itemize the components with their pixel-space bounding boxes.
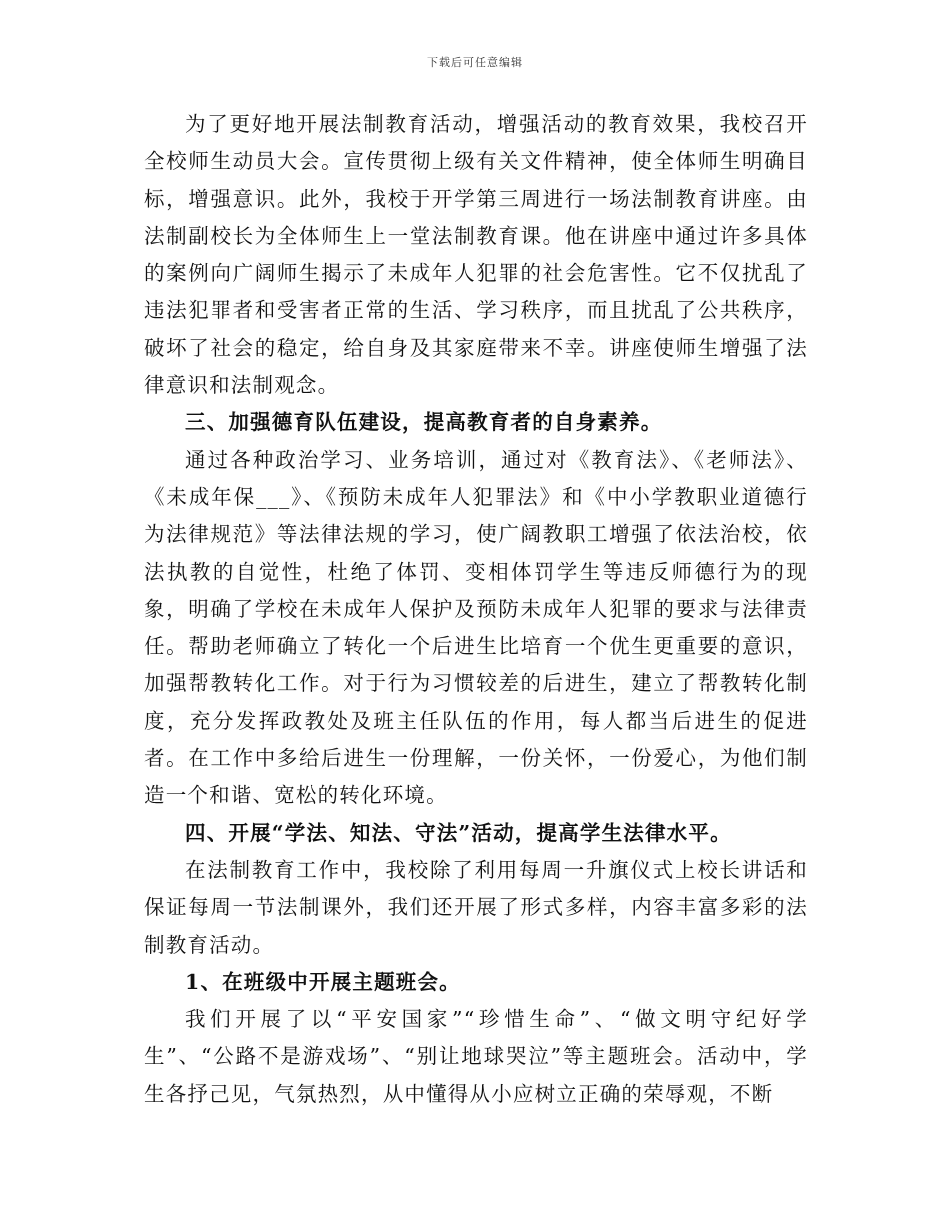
subsection-heading-1: 1、在班级中开展主题班会。	[185, 969, 461, 994]
document-body	[144, 106, 808, 1113]
paragraph-assembly-lecture: 为了更好地开展法制教育活动，增强活动的教育效果，我校召开全校师生动员大会。宣传贯彻上级有关文件精神，使全体师生明确目标，增强意识。此外，我校于开学第三周进行一场法制教育讲座。由法制副校长为全体师生上一堂法制教育课。他在讲座中通过许多具体的案例向广阔师生揭示了未成年人犯罪的社会危害性。它不仅扰乱了违法犯罪者和受害者正常的生活、学习秩序，而且扰乱了公共秩序，破坏了社会的稳定，给自身及其家庭带来不幸。讲座使师生增强了法律意识和法制观念。	[144, 112, 808, 398]
paragraph-teacher-training: 通过各种政治学习、业务培训，通过对《教育法》、《老师法》、《未成年保___》、《预防未成年人犯罪法》和《中小学教职业道德行为法律规范》等法律法规的学习，使广阔教职工增强了依法治校，依法执教的自觉性，杜绝了体罚、变相体罚学生等违反师德行为的现象，明确了学校在未成年人保护及预防未成年人犯罪的要求与法律责任。帮助老师确立了转化一个后进生比培育一个优生更重要的意识，加强帮教转化工作。对于行为习惯较差的后进生，建立了帮教转化制度，充分发挥政教处及班主任队伍的作用，每人都当后进生的促进者。在工作中多给后进生一份理解，一份关怀，一份爱心，为他们制造一个和谐、宽松的转化环境。	[144, 447, 808, 808]
section-heading-3: 三、加强德育队伍建设，提高教育者的自身素养。	[185, 410, 663, 435]
section-heading-4: 四、开展“学法、知法、守法”活动，提高学生法律水平。	[185, 820, 732, 845]
page-header: 下载后可任意编辑	[427, 56, 523, 69]
paragraph-law-activities: 在法制教育工作中，我校除了利用每周一升旗仪式上校长讲话和保证每周一节法制课外，我们还开展了形式多样，内容丰富多彩的法制教育活动。	[144, 857, 808, 957]
paragraph-theme-meetings: 我们开展了以“平安国家”“珍惜生命”、“做文明守纪好学生”、“公路不是游戏场”、“别让地球哭泣”等主题班会。活动中，学生各抒己见，气氛热烈，从中懂得从小应树立正确的荣辱观，不断	[144, 1007, 808, 1106]
